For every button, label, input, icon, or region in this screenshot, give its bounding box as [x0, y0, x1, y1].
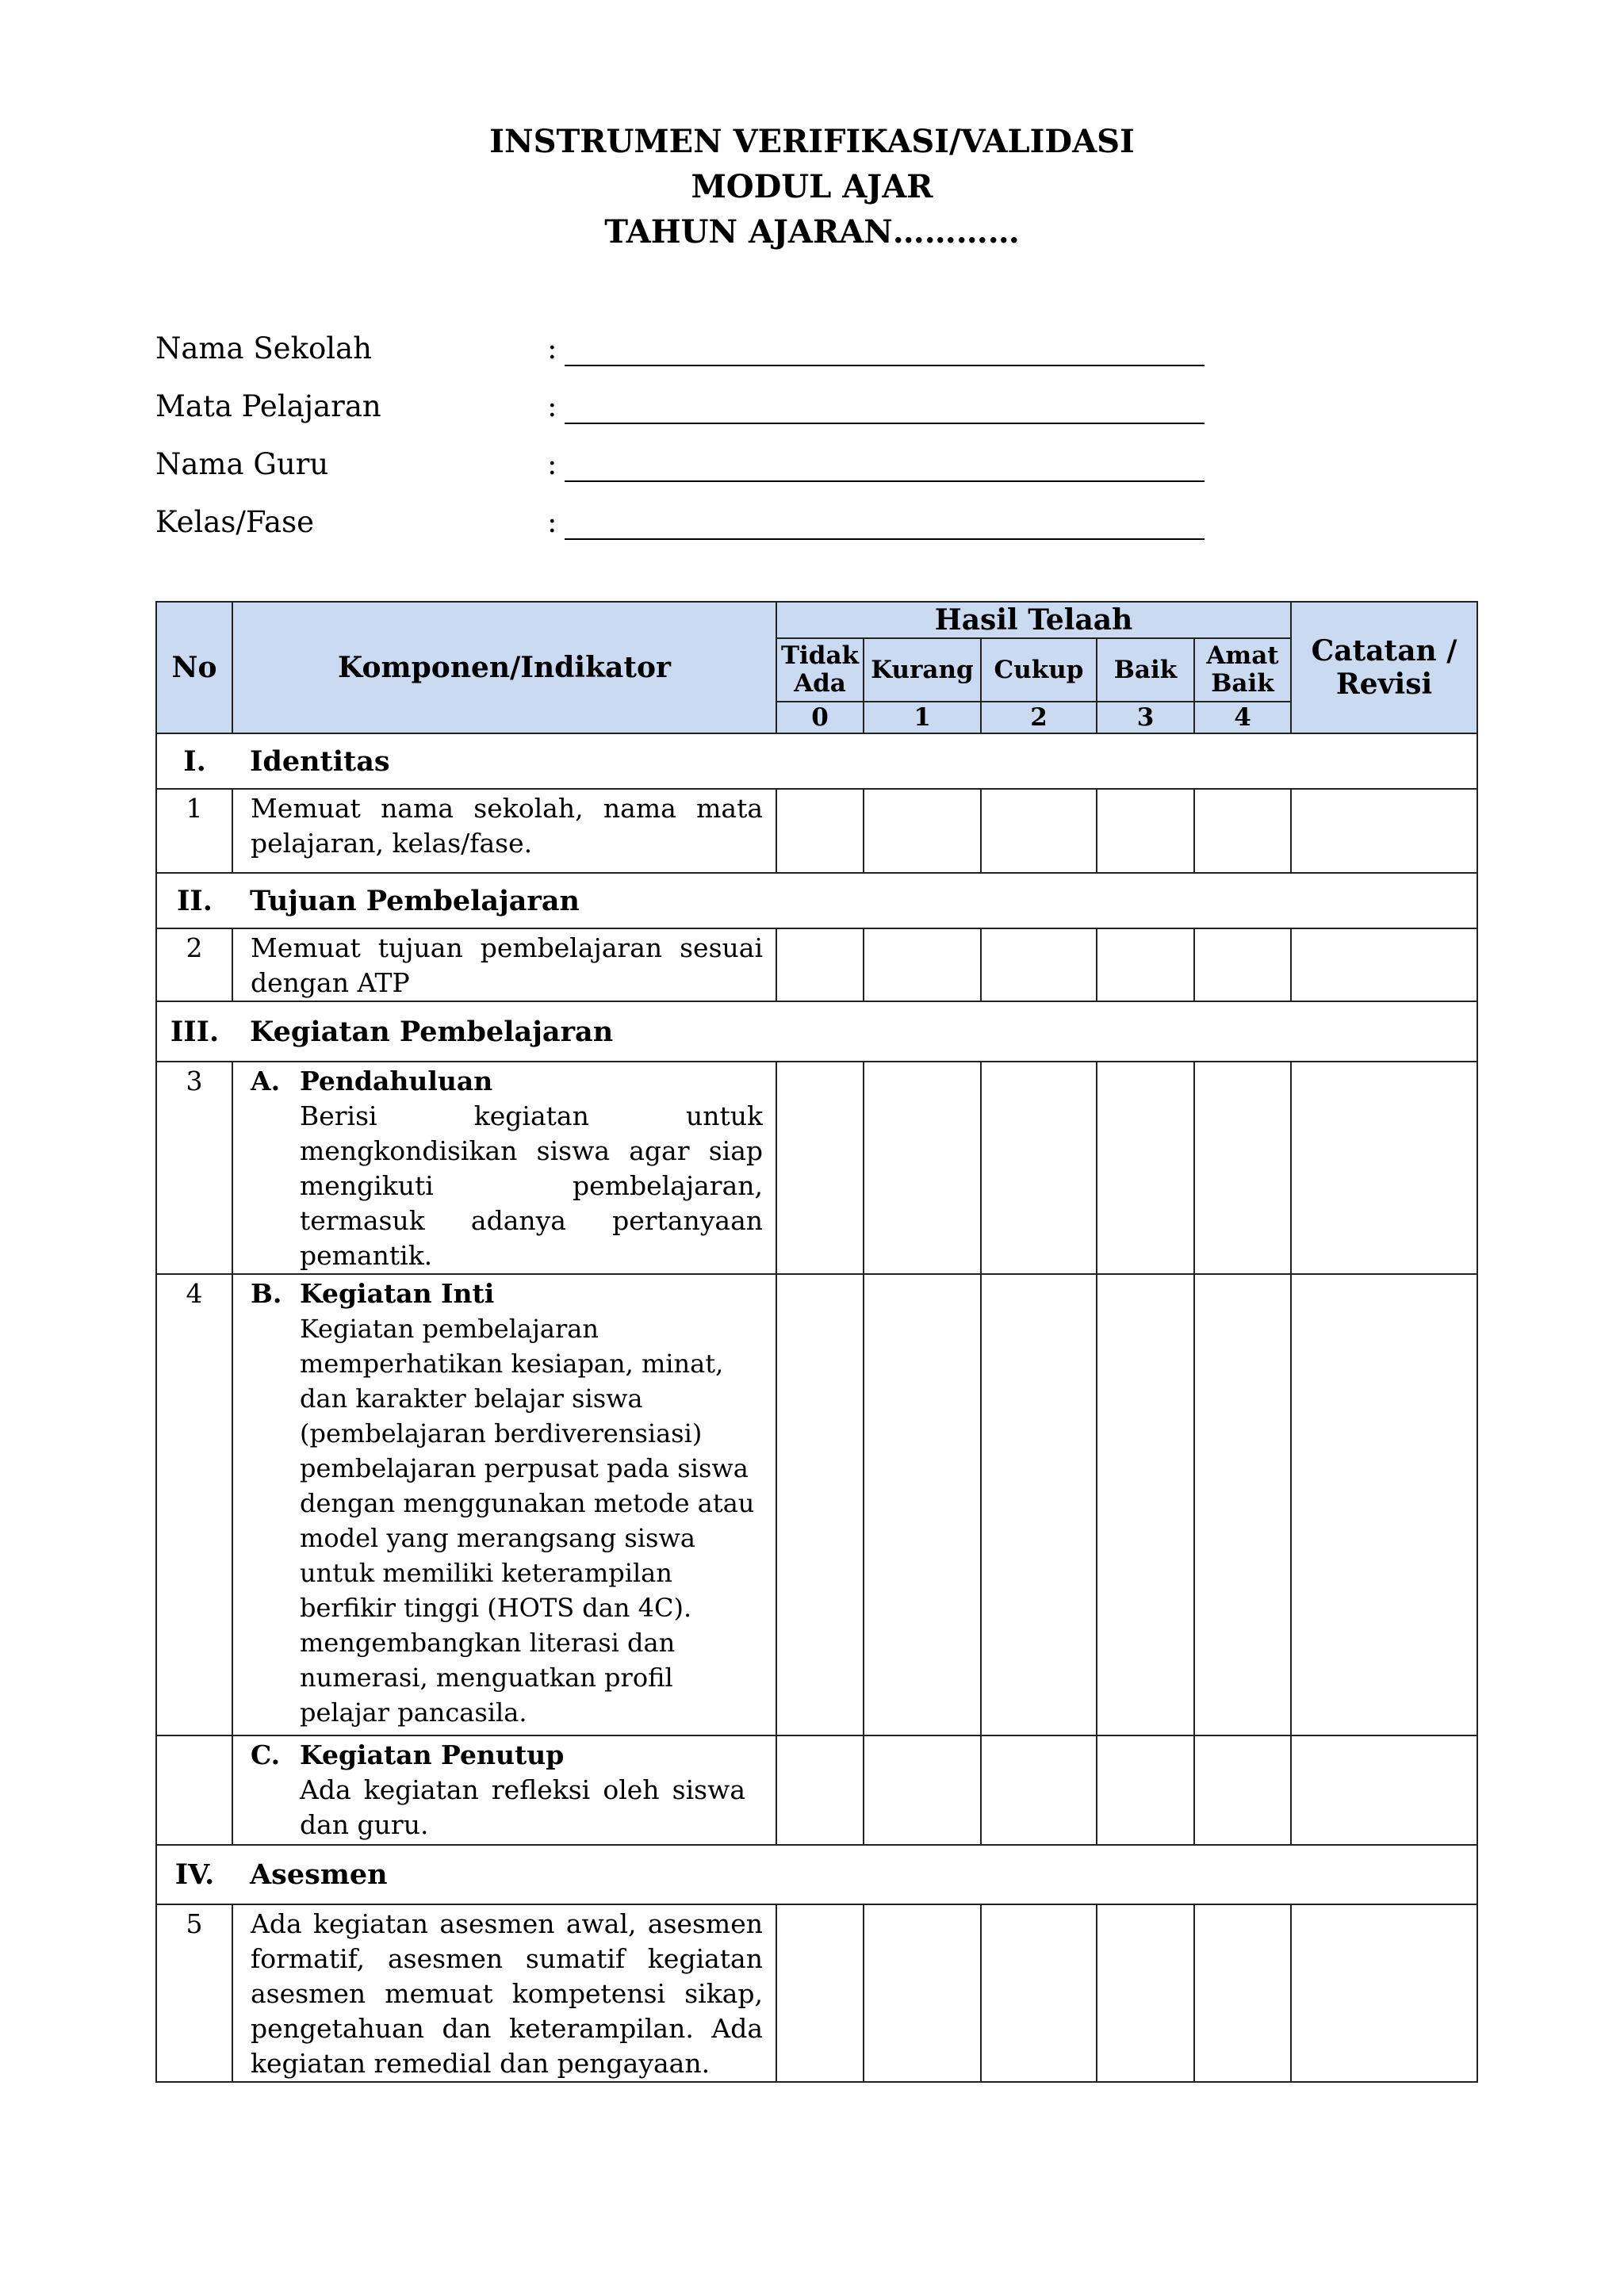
info-label: Nama Sekolah	[155, 331, 373, 365]
section-numeral: I.	[156, 733, 232, 789]
sub-line: dengan menggunakan metode atau	[300, 1488, 755, 1518]
header-hasil-telaah: Hasil Telaah	[776, 602, 1291, 638]
catatan-cell[interactable]	[1291, 928, 1477, 1001]
sub-line: mengembangkan literasi dan	[300, 1628, 676, 1658]
score-cell[interactable]	[776, 1274, 864, 1735]
section-title: Kegiatan Pembelajaran	[232, 1001, 1477, 1062]
score-cell[interactable]	[864, 1735, 981, 1845]
sub-line: (pembelajaran berdiverensiasi)	[300, 1418, 703, 1448]
mata-pelajaran-field[interactable]	[565, 423, 1205, 424]
section-row	[156, 1001, 1477, 1062]
section-numeral: III.	[156, 1001, 232, 1062]
catatan-cell[interactable]	[1291, 1735, 1477, 1845]
section-row	[156, 873, 1477, 928]
title-line-2: MODUL AJAR	[691, 168, 933, 205]
section-title: Identitas	[232, 733, 1477, 789]
sub-text: Ada kegiatan refleksi oleh siswa dan guru.	[300, 1774, 745, 1840]
score-cell[interactable]	[776, 1735, 864, 1845]
info-label: Mata Pelajaran	[155, 389, 381, 423]
item-number: 1	[156, 789, 232, 873]
item-text: Memuat nama sekolah, nama mata pelajaran, kelas/fase.	[232, 789, 776, 873]
score-cell[interactable]	[1097, 1062, 1194, 1274]
score-cell[interactable]	[1097, 1274, 1194, 1735]
header-score-kurang: Kurang	[864, 638, 981, 702]
sub-line: model yang merangsang siswa	[300, 1523, 695, 1553]
section-title: Tujuan Pembelajaran	[232, 873, 1477, 928]
table-row	[156, 1735, 1477, 1845]
info-colon: :	[547, 505, 557, 539]
section-numeral: II.	[156, 873, 232, 928]
score-cell[interactable]	[1097, 1735, 1194, 1845]
header-score-tidak-ada	[776, 638, 864, 702]
score-cell[interactable]	[864, 928, 981, 1001]
score-cell[interactable]	[1097, 928, 1194, 1001]
sub-letter: A.	[251, 1066, 281, 1096]
score-cell[interactable]	[981, 789, 1097, 873]
table-row	[156, 1274, 1477, 1735]
section-row	[156, 1845, 1477, 1904]
item-number: 3	[156, 1062, 232, 1274]
sub-title: Pendahuluan	[300, 1066, 493, 1096]
score-cell[interactable]	[981, 1062, 1097, 1274]
nama-guru-field[interactable]	[565, 480, 1205, 482]
score-cell[interactable]	[981, 1735, 1097, 1845]
sub-line: untuk memiliki keterampilan	[300, 1558, 672, 1588]
score-cell[interactable]	[981, 1904, 1097, 2082]
nama-sekolah-field[interactable]	[565, 365, 1205, 366]
title-line-3: TAHUN AJARAN…………	[604, 213, 1020, 251]
catatan-cell[interactable]	[1291, 1904, 1477, 2082]
catatan-cell[interactable]	[1291, 1274, 1477, 1735]
catatan-cell[interactable]	[1291, 1062, 1477, 1274]
item-text	[232, 1735, 776, 1845]
item-number	[156, 1735, 232, 1845]
sub-line: memperhatikan kesiapan, minat,	[300, 1349, 724, 1379]
sub-title: Kegiatan Penutup	[300, 1739, 565, 1770]
score-label: Tidak	[780, 641, 860, 670]
score-cell[interactable]	[1194, 1904, 1291, 2082]
sub-letter: C.	[251, 1739, 281, 1770]
table-row	[156, 789, 1477, 873]
catatan-cell[interactable]	[1291, 789, 1477, 873]
document-title	[0, 119, 1624, 254]
score-cell[interactable]	[776, 1904, 864, 2082]
score-label: Ada	[794, 669, 846, 698]
item-text: Ada kegiatan asesmen awal, asesmen formatif, asesmen sumatif kegiatan asesmen memuat kompetensi sikap, pengetahuan dan keterampilan. Ada kegiatan remedial dan pengayaan.	[232, 1904, 776, 2082]
table-row	[156, 928, 1477, 1001]
section-title: Asesmen	[232, 1845, 1477, 1904]
info-label: Kelas/Fase	[155, 505, 314, 539]
score-cell[interactable]	[1194, 1062, 1291, 1274]
score-cell[interactable]	[864, 1904, 981, 2082]
sub-line: pelajar pancasila.	[300, 1697, 527, 1728]
score-cell[interactable]	[864, 1274, 981, 1735]
item-text: Memuat tujuan pembelajaran sesuai dengan ATP	[232, 928, 776, 1001]
score-cell[interactable]	[776, 789, 864, 873]
score-cell[interactable]	[981, 928, 1097, 1001]
item-number: 5	[156, 1904, 232, 2082]
score-cell[interactable]	[776, 928, 864, 1001]
score-cell[interactable]	[1097, 789, 1194, 873]
section-numeral: IV.	[156, 1845, 232, 1904]
header-no: No	[156, 602, 232, 733]
header-score-cukup: Cukup	[981, 638, 1097, 702]
score-cell[interactable]	[1194, 789, 1291, 873]
info-label: Nama Guru	[155, 447, 329, 481]
title-line-1: INSTRUMEN VERIFIKASI/VALIDASI	[489, 123, 1135, 160]
header-score-baik: Baik	[1097, 638, 1194, 702]
info-colon: :	[547, 331, 557, 365]
info-colon: :	[547, 389, 557, 423]
item-number: 2	[156, 928, 232, 1001]
table-row	[156, 1062, 1477, 1274]
score-value-0: 0	[776, 702, 864, 733]
score-cell[interactable]	[1097, 1904, 1194, 2082]
kelas-fase-field[interactable]	[565, 538, 1205, 540]
sub-line: dan karakter belajar siswa	[300, 1383, 643, 1414]
score-cell[interactable]	[1194, 1274, 1291, 1735]
sub-line: numerasi, menguatkan profil	[300, 1663, 673, 1693]
score-label: Baik	[1211, 669, 1274, 698]
item-number: 4	[156, 1274, 232, 1735]
score-cell[interactable]	[864, 1062, 981, 1274]
score-value-4: 4	[1194, 702, 1291, 733]
score-value-1: 1	[864, 702, 981, 733]
header-score-amat-baik	[1194, 638, 1291, 702]
sub-text: Berisi kegiatan untuk mengkondisikan siswa agar siap mengikuti pembelajaran, termasuk adanya pertanyaan pemantik.	[300, 1100, 763, 1271]
header-catatan-line1: Catatan /	[1311, 634, 1457, 668]
verification-table	[155, 601, 1478, 2083]
info-colon: :	[547, 447, 557, 481]
header-catatan	[1291, 602, 1477, 733]
item-text	[232, 1062, 776, 1274]
score-cell[interactable]	[1194, 928, 1291, 1001]
section-row	[156, 733, 1477, 789]
score-label: Amat	[1206, 641, 1279, 670]
score-cell[interactable]	[864, 789, 981, 873]
header-komponen: Komponen/Indikator	[232, 602, 776, 733]
score-cell[interactable]	[776, 1062, 864, 1274]
sub-line: Kegiatan pembelajaran	[300, 1314, 599, 1344]
sub-letter: B.	[251, 1278, 282, 1309]
score-value-3: 3	[1097, 702, 1194, 733]
item-text	[232, 1274, 776, 1735]
score-cell[interactable]	[1194, 1735, 1291, 1845]
sub-line: pembelajaran perpusat pada siswa	[300, 1453, 749, 1483]
sub-title: Kegiatan Inti	[300, 1278, 495, 1309]
score-cell[interactable]	[981, 1274, 1097, 1735]
table-row	[156, 1904, 1477, 2082]
header-catatan-line2: Revisi	[1335, 668, 1433, 701]
sub-line: berfikir tinggi (HOTS dan 4C).	[300, 1593, 692, 1623]
score-value-2: 2	[981, 702, 1097, 733]
